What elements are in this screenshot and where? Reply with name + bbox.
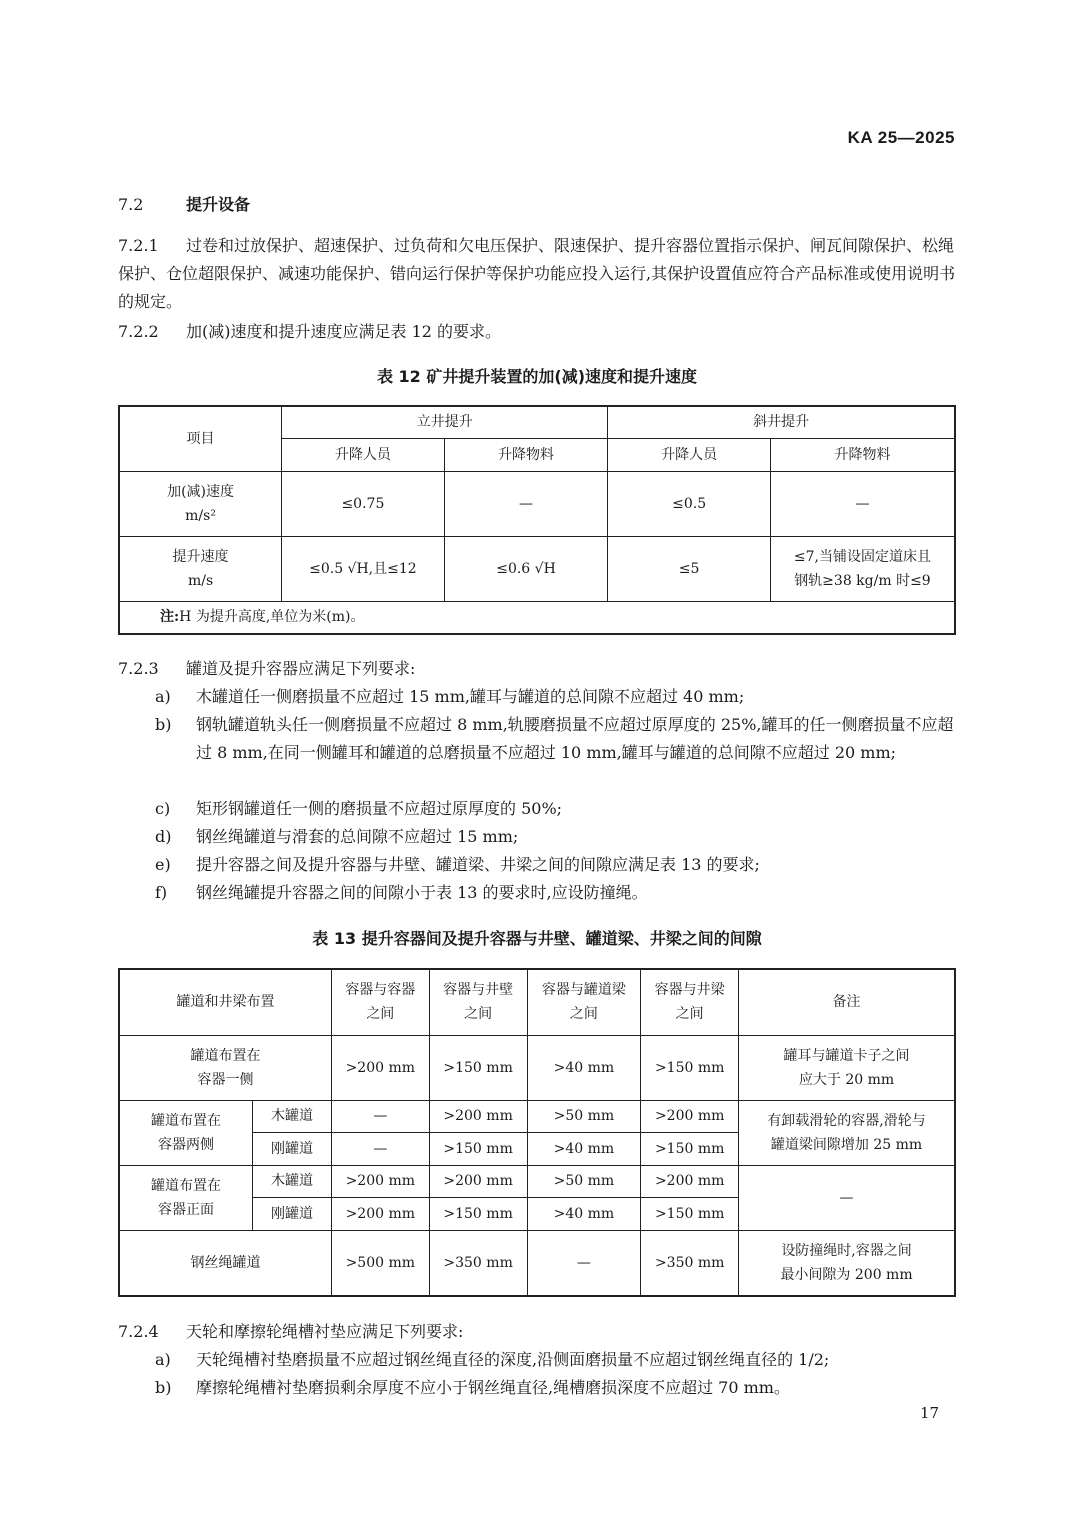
row-label (119, 1035, 331, 1100)
cell: — (331, 1132, 429, 1165)
cell: >200 mm (641, 1100, 739, 1132)
header-material: 升降物料 (444, 438, 608, 471)
clause-text: 加(减)速度和提升速度应满足表 12 的要求。 (186, 322, 502, 341)
list-item (155, 1374, 956, 1402)
cell: >350 mm (641, 1230, 739, 1296)
item-text: 钢丝绳罐道与滑套的总间隙不应超过 15 mm; (196, 827, 519, 846)
label-line: 罐道布置在 (151, 1177, 222, 1194)
header-vertical-shaft: 立井提升 (282, 406, 608, 438)
remark-line: 应大于 20 mm (798, 1071, 895, 1088)
cell: >200 mm (331, 1165, 429, 1197)
table-note (119, 601, 955, 634)
label-line: 罐道布置在 (190, 1047, 261, 1064)
item-text: 矩形钢罐道任一侧的磨损量不应超过原厚度的 50%; (196, 799, 563, 818)
cell: ≤0.75 (282, 471, 445, 536)
guide-type: 刚罐道 (253, 1132, 332, 1165)
label: 提升速度 (172, 548, 229, 565)
list-item (155, 851, 956, 879)
item-text: 木罐道任一侧磨损量不应超过 15 mm,罐耳与罐道的总间隙不应超过 40 mm; (196, 687, 745, 706)
header-line: 容器与井梁 (654, 982, 725, 999)
cell: ≤0.5 (608, 471, 771, 536)
list-item (155, 795, 956, 823)
cell: >150 mm (429, 1197, 527, 1230)
cell: >40 mm (527, 1132, 641, 1165)
cell: — (770, 471, 955, 536)
item-label: a) (155, 1350, 171, 1369)
cell-line: 钢轨≥38 kg/m 时≤9 (794, 572, 931, 589)
cell: ≤0.6 √H (444, 536, 608, 601)
list-item (155, 879, 956, 907)
note-text: H 为提升高度,单位为米(m)。 (179, 609, 365, 626)
label-line: 容器两侧 (158, 1136, 215, 1153)
clause-7-2-1 (118, 232, 956, 316)
cell: >200 mm (429, 1165, 527, 1197)
cell: >150 mm (641, 1132, 739, 1165)
list-item (155, 1346, 956, 1374)
section-number: 7.2 (118, 195, 144, 214)
cell: >500 mm (331, 1230, 429, 1296)
cell: >200 mm (641, 1165, 739, 1197)
item-label: d) (155, 827, 172, 846)
item-text: 钢轨罐道轨头任一侧磨损量不应超过 8 mm,轨腰磨损量不应超过原厚度的 25%,罐耳的任一侧磨损量不应超过 8 mm,在同一侧罐耳和罐道的总磨损量不应超过 10 mm,罐耳与罐道的总间隙不应超过 20 mm; (196, 715, 954, 762)
table-12 (118, 405, 956, 635)
standard-code: KA 25—2025 (847, 128, 955, 147)
remark-line: 最小间隙为 200 mm (780, 1266, 913, 1283)
label-line: 罐道布置在 (151, 1112, 222, 1129)
clause-text: 天轮和摩擦轮绳槽衬垫应满足下列要求: (186, 1322, 464, 1341)
section-heading (118, 192, 250, 215)
header-line: 之间 (366, 1006, 395, 1023)
list-item (155, 683, 956, 711)
table-12-caption: 表 12 矿井提升装置的加(减)速度和提升速度 (376, 367, 698, 386)
label-line: 容器一侧 (197, 1071, 254, 1088)
clause-number: 7.2.2 (118, 322, 159, 341)
cell: >200 mm (331, 1035, 429, 1100)
clause-text: 过卷和过放保护、超速保护、过负荷和欠电压保护、限速保护、提升容器位置指示保护、闸瓦间隙保护、松绳保护、仓位超限保护、减速功能保护、错向运行保护等保护功能应投入运行,其保护设置值应符合产品标准或使用说明书的规定。 (118, 236, 956, 311)
clause-text: 罐道及提升容器应满足下列要求: (186, 659, 416, 678)
list-item (155, 711, 956, 767)
header-layout: 罐道和井梁布置 (119, 969, 331, 1035)
remark-line: 罐耳与罐道卡子之间 (783, 1047, 910, 1064)
list-item (155, 823, 956, 851)
remark-cell (739, 1035, 955, 1100)
item-text: 提升容器之间及提升容器与井壁、罐道梁、井梁之间的间隙应满足表 13 的要求; (196, 855, 760, 874)
guide-type: 木罐道 (253, 1165, 332, 1197)
header-personnel: 升降人员 (608, 438, 771, 471)
item-label: a) (155, 687, 171, 706)
item-label: b) (155, 715, 172, 734)
header-line: 容器与罐道梁 (541, 982, 626, 999)
cell: >50 mm (527, 1100, 641, 1132)
label-line: 容器正面 (158, 1201, 215, 1218)
item-text: 钢丝绳罐提升容器之间的间隙小于表 13 的要求时,应设防撞绳。 (196, 883, 648, 902)
header-inclined-shaft: 斜井提升 (608, 406, 955, 438)
unit: m/s (187, 572, 214, 589)
remark-line: 罐道梁间隙增加 25 mm (770, 1136, 923, 1153)
cell: >200 mm (429, 1100, 527, 1132)
header-line: 容器与井壁 (443, 982, 514, 999)
cell: >150 mm (429, 1035, 527, 1100)
row-group-label (119, 1100, 253, 1165)
header-line: 之间 (569, 1006, 598, 1023)
row-label-acceleration (119, 471, 282, 536)
clause-7-2-3 (118, 655, 956, 683)
note-label: 注: (160, 609, 180, 626)
item-text: 摩擦轮绳槽衬垫磨损剩余厚度不应小于钢丝绳直径,绳槽磨损深度不应超过 70 mm。 (196, 1378, 790, 1397)
cell: — (527, 1230, 641, 1296)
item-label: e) (155, 855, 171, 874)
remark-cell (739, 1100, 955, 1165)
header-line: 容器与容器 (345, 982, 416, 999)
guide-type: 木罐道 (253, 1100, 332, 1132)
row-group-label (119, 1165, 253, 1230)
cell: >200 mm (331, 1197, 429, 1230)
cell: >50 mm (527, 1165, 641, 1197)
item-label: f) (155, 883, 168, 902)
remark-line: 设防撞绳时,容器之间 (781, 1242, 912, 1259)
table-13-caption: 表 13 提升容器间及提升容器与井壁、罐道梁、井梁之间的间隙 (312, 929, 762, 948)
item-label: c) (155, 799, 171, 818)
cell: >350 mm (429, 1230, 527, 1296)
section-title: 提升设备 (186, 195, 251, 214)
guide-type: 刚罐道 (253, 1197, 332, 1230)
cell: >150 mm (641, 1197, 739, 1230)
cell: — (331, 1100, 429, 1132)
header-container-beam (527, 969, 641, 1035)
cell: ≤5 (608, 536, 771, 601)
item-label: b) (155, 1378, 172, 1397)
remark-cell (739, 1230, 955, 1296)
cell: >40 mm (527, 1035, 641, 1100)
header-remark: 备注 (739, 969, 955, 1035)
header-line: 之间 (675, 1006, 704, 1023)
unit: m/s² (185, 507, 216, 524)
header-personnel: 升降人员 (282, 438, 445, 471)
header-container-container (331, 969, 429, 1035)
row-label-speed (119, 536, 282, 601)
cell: >150 mm (641, 1035, 739, 1100)
label: 加(减)速度 (167, 483, 235, 500)
remark-cell: — (739, 1165, 955, 1230)
cell (770, 536, 955, 601)
clause-number: 7.2.1 (118, 236, 159, 255)
clause-7-2-4 (118, 1318, 956, 1346)
header-line: 之间 (464, 1006, 493, 1023)
table-13 (118, 968, 956, 1297)
remark-line: 有卸载滑轮的容器,滑轮与 (767, 1112, 926, 1129)
header-container-girder (641, 969, 739, 1035)
cell: — (444, 471, 608, 536)
cell: >40 mm (527, 1197, 641, 1230)
cell: >150 mm (429, 1132, 527, 1165)
cell: ≤0.5 √H,且≤12 (282, 536, 445, 601)
header-material: 升降物料 (770, 438, 955, 471)
header-item: 项目 (119, 406, 282, 471)
header-container-wall (429, 969, 527, 1035)
row-label: 钢丝绳罐道 (119, 1230, 331, 1296)
clause-number: 7.2.4 (118, 1322, 159, 1341)
page-number: 17 (920, 1404, 940, 1422)
item-text: 天轮绳槽衬垫磨损量不应超过钢丝绳直径的深度,沿侧面磨损量不应超过钢丝绳直径的 1/2; (196, 1350, 830, 1369)
clause-number: 7.2.3 (118, 659, 159, 678)
cell-line: ≤7,当铺设固定道床且 (793, 548, 931, 565)
clause-7-2-2 (118, 318, 956, 346)
